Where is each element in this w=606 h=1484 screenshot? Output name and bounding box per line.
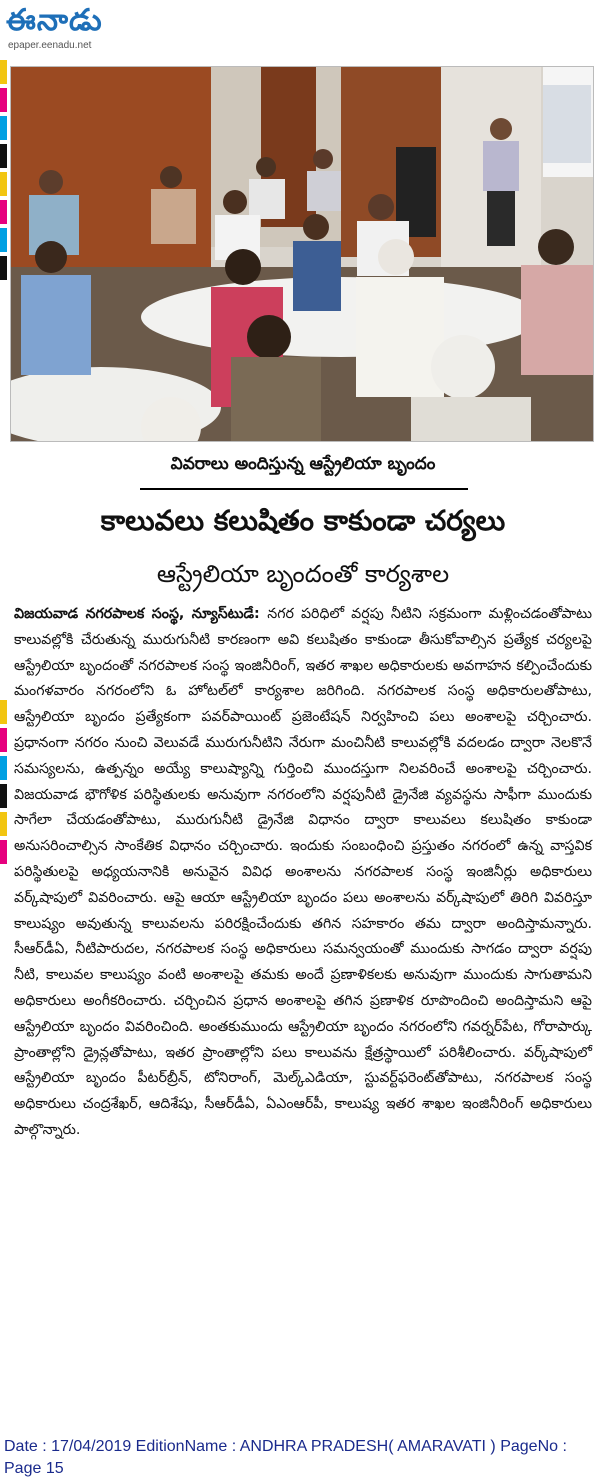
photo-caption: వివరాలు అందిస్తున్న ఆస్ట్రేలియా బృందం bbox=[170, 454, 436, 474]
edition-footer: Date : 17/04/2019 EditionName : ANDHRA PRADESH( AMARAVATI ) PageNo : Page 15 bbox=[4, 1438, 567, 1477]
conference-photo-illustration bbox=[11, 67, 593, 441]
epaper-url[interactable]: epaper.eenadu.net bbox=[8, 40, 92, 51]
article-headline: కాలువలు కలుషితం కాకుండా చర్యలు bbox=[100, 504, 506, 537]
article-subheadline: ఆస్ట్రేలియా బృందంతో కార్యశాల bbox=[156, 560, 450, 588]
article-text: నగర పరిధిలో వర్షపు నీటిని సక్రమంగా మళ్లించడంతోపాటు కాలువల్లోకి చేరుతున్న మురుగునీటి కారణంగా అవి కలుషితం కాకుండా తీసుకోవాల్సిన ప్రత్యేక చర్యలపై ఆస్ట్రేలియా బృందంతో నగరపాలక సంస్థ ఇంజినీరింగ్, ఇతర శాఖల అధికారులకు అవగాహన కల్పించేందుకు మంగళవారం నగరంలోని ఓ హోటల్‌లో కార్యశాల జరిగింది. నగరపాలక సంస్థ అధికారులతోపాటు, ఆస్ట్రేలియా బృందం ప్రత్యేకంగా పవర్‌పాయింట్ ప్రజెంటేషన్ నిర్వహించి పలు అంశాలపై చర్చించారు. ప్రధానంగా నగరం నుంచి వెలువడే మురుగునీటిని నేరుగా మంచినీటి కాలువల్లోకి వదలడం ద్వారా నెలకొనే సమస్యలను, ఉత్పన్నం అయ్యే కాలుష్యాన్ని గుర్తించి ముందస్తుగా నిలవరించే అంశాలపై చర్చించారు. విజయవాడ భౌగోళిక పరిస్థితులకు అనువుగా నగరంలోని వర్షపునీటి డ్రైనేజి వ్యవస్థను సాఫీగా ముందుకు సాగేలా చేయడంతోపాటు, మురుగునీటి డ్రైనేజి విధానం ద్వారా కాలువలు కలుషితం కాకుండా అనుసరించాల్సిన సాంకేతిక విధానం చర్చించారు. ఇందుకు సంబంధించి ప్రస్తుతం నగరంలో ఉన్న వాస్తవిక పరిస్థితులపై అధ్యయనానికి అనువైన వివిధ అంశాలను నగరపాలక సంస్థ ఇంజినీర్లు అధికారులు వర్క్‌షాపులో వివరించారు. ఆపై ఆయా ఆస్ట్రేలియా బృందం పలు అంశాలను వర్క్‌షాపులో తిరిగి వివరిస్తూ కాలుష్యం అవుతున్న కాలువలను పరిరక్షించేందుకు తగిన సహకారం తమ ద్వారా అందిస్తామన్నారు. సీఆర్‌డీఏ, నీటిపారుదల, నగరపాలక సంస్థ అధికారులు సమన్వయంతో ముందుకు సాగడం ద్వారా వర్షపు నీటి, కాలువల కాలుష్యం వంటి అంశాలపై తమకు అందే ప్రణాళికలకు అనువుగా ముందుకు సాగుతామని అధికారులు అంగీకరించారు. చర్చించిన ప్రధాన అంశాలపై తగిన ప్రణాళిక రూపొందించి అందిస్తామని ఆపై ఆస్ట్రేలియా బృందం వివరించింది. అంతకుముందు ఆస్ట్రేలియా బృందం నగరంలోని గవర్నర్‌పేట, గోరాపార్కు ప్రాంతాల్లోని డ్రైన్లతోపాటు, ఇతర ప్రాంతాల్లోని పలు కాలువను క్షేత్రస్థాయిలో పరిశీలించారు. వర్క్‌షాపులో ఆస్ట్రేలియా బృందం పీటర్‌బ్రీన్, టోనిరాంగ్, మెల్క్‌ఎడియా, స్టువర్ట్‌ఫరెంట్‌తోపాటు, నగరపాలక సంస్థ అధికారులు చంద్రశేఖర్, ఆదిశేషు, సీఆర్‌డీఏ, ఏఎంఆర్‌పీ, కాలుష్య ఇతర శాఖల ఇంజినీరింగ్ అధికారులు పాల్గొన్నారు. bbox=[14, 606, 592, 1138]
eenadu-logo: ఈనాడు bbox=[6, 3, 103, 38]
masthead bbox=[6, 4, 156, 56]
article-body bbox=[14, 602, 592, 1144]
article-dateline: విజయవాడ నగరపాలక సంస్థ, న్యూస్‌టుడే: bbox=[14, 606, 268, 622]
caption-divider bbox=[140, 488, 468, 490]
conference-photo bbox=[10, 66, 594, 442]
